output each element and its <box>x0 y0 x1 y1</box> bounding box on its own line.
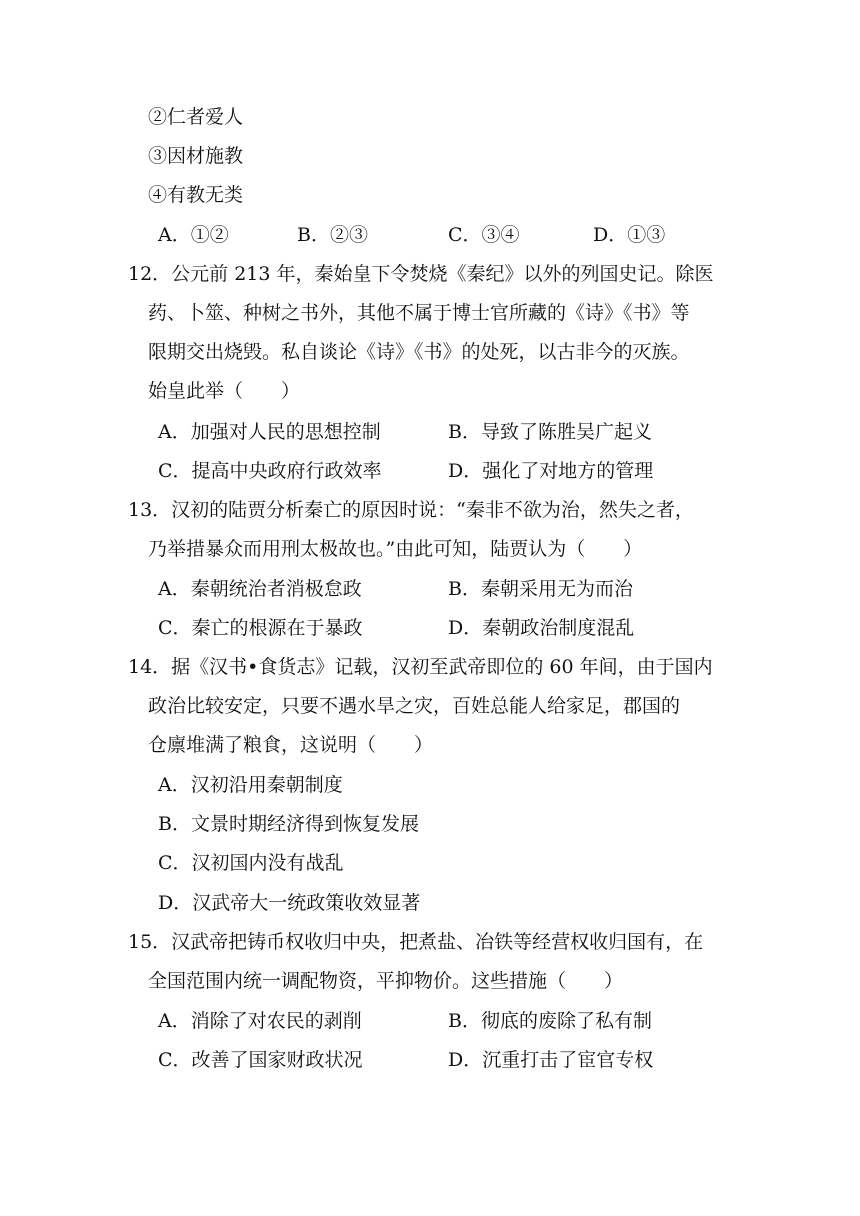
q15-option-d: D．沉重打击了宦官专权 <box>448 1049 654 1071</box>
q15-option-a: A．消除了对农民的剥削 <box>158 1010 362 1032</box>
q15-stem-line-1: 15．汉武帝把铸币权收归中央，把煮盐、冶铁等经营权收归国有，在 <box>128 931 704 953</box>
q13-stem-line-2: 乃举措暴众而用刑太极故也。”由此可知，陆贾认为（ ） <box>148 538 643 560</box>
q12-stem-line-3: 限期交出烧毁。私自谈论《诗》《书》的处死，以古非今的灭族。 <box>148 341 690 363</box>
q14-option-c: C．汉初国内没有战乱 <box>158 852 344 874</box>
q11-item-4: ④有教无类 <box>148 184 244 206</box>
q13-option-b: B．秦朝采用无为而治 <box>448 578 633 600</box>
q13-option-d: D．秦朝政治制度混乱 <box>448 617 635 639</box>
q12-stem-line-2: 药、卜筮、种树之书外，其他不属于博士官所藏的《诗》《书》等 <box>148 302 690 324</box>
q11-option-b: B．②③ <box>297 224 368 246</box>
q15-stem-line-2: 全国范围内统一调配物资，平抑物价。这些措施（ ） <box>148 970 624 992</box>
q14-option-d: D．汉武帝大一统政策收效显著 <box>158 892 421 914</box>
q11-option-a: A．①② <box>158 224 229 246</box>
q14-option-b: B．文景时期经济得到恢复发展 <box>158 813 419 835</box>
q12-option-b: B．导致了陈胜吴广起义 <box>448 421 652 443</box>
q11-option-c: C．③④ <box>448 224 520 246</box>
q14-option-a: A．汉初沿用秦朝制度 <box>158 774 343 796</box>
q11-option-d: D．①③ <box>593 224 666 246</box>
q13-option-c: C．秦亡的根源在于暴政 <box>158 617 363 639</box>
q12-option-a: A．加强对人民的思想控制 <box>158 421 381 443</box>
q11-item-3: ③因材施教 <box>148 145 244 167</box>
q12-option-d: D．强化了对地方的管理 <box>448 460 654 482</box>
q12-stem-line-4: 始皇此举（ ） <box>148 380 301 402</box>
q15-option-b: B．彻底的废除了私有制 <box>448 1010 652 1032</box>
q12-option-c: C．提高中央政府行政效率 <box>158 460 382 482</box>
q14-stem-line-2: 政治比较安定，只要不遇水旱之灾，百姓总能人给家足，郡国的 <box>148 695 681 717</box>
q15-option-c: C．改善了国家财政状况 <box>158 1049 363 1071</box>
q14-stem-line-1: 14．据《汉书•食货志》记载，汉初至武帝即位的 60 年间，由于国内 <box>128 656 713 678</box>
q12-stem-line-1: 12．公元前 213 年，秦始皇下令焚烧《秦纪》以外的列国史记。除医 <box>128 263 714 285</box>
q14-stem-line-3: 仓廪堆满了粮食，这说明（ ） <box>148 734 434 756</box>
q13-stem-line-1: 13．汉初的陆贾分析秦亡的原因时说：“秦非不欲为治，然失之者， <box>128 499 694 521</box>
q13-option-a: A．秦朝统治者消极怠政 <box>158 578 362 600</box>
q11-item-2: ②仁者爱人 <box>148 106 244 128</box>
